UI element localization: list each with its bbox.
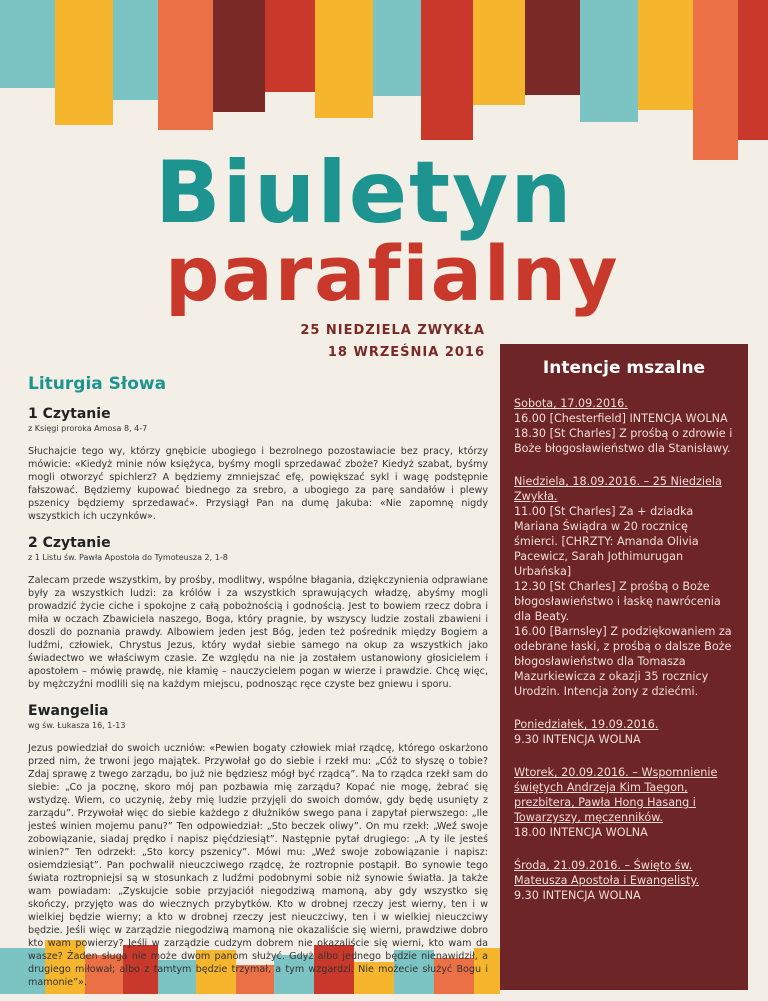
- reading-ref: z 1 Listu św. Pawła Apostoła do Tymoteusza 2, 1-8: [28, 553, 228, 562]
- intention-date: Wtorek, 20.09.2016. – Wspomnienie świętych Andrzeja Kim Taegon, prezbitera, Pawła Hong Hasang i Towarzyszy, męczenników.: [514, 766, 718, 824]
- intention-entry: [514, 765, 734, 840]
- intention-text: 18.00 INTENCJA WOLNA: [514, 826, 648, 839]
- intention-entry: [514, 717, 734, 747]
- title-line-1: Biuletyn: [155, 143, 574, 243]
- bulletin-date: 18 WRZEŚNIA 2016: [327, 345, 485, 360]
- sunday-name: 25 NIEDZIELA ZWYKŁA: [300, 323, 485, 338]
- intention-entry: [514, 858, 734, 903]
- reading-1: [28, 406, 488, 523]
- title-line-2: parafialny: [165, 229, 620, 318]
- liturgy-heading: Liturgia Słowa: [28, 374, 167, 394]
- intention-date: Środa, 21.09.2016. – Święto św. Mateusza Apostoła i Ewangelisty.: [514, 859, 700, 887]
- intention-text: 11.00 [St Charles] Za + dziadka Mariana Świądra w 20 rocznicę śmierci. [CHRZTY: Amanda Olivia Pacewicz, Sarah Jothimurugan Urbańska] 12.30 [St Charles] Z prośbą o Boże błogosławieństwo i łaskę nawrócenia dla Beaty. 16.00 [Barnsley] Z podziękowaniem za odebrane łaski, z prośbą o dalsze Boże błogosławieństwo dla Tomasza Mazurkiewicza z okazji 35 rocznicy Urodzin. Intencja żony z dziećmi.: [514, 505, 732, 698]
- reading-text: Zalecam przede wszystkim, by prośby, modlitwy, wspólne błagania, dziękczynienia odprawiane były za wszystkich ludzi: za królów i za wszystkich sprawujących władzę, abyśmy mogli prowadzić życie ciche i spokojne z całą pobożnością i godnością. Jest to bowiem rzecz dobra i miła w oczach Zbawiciela naszego, Boga, który pragnie, by wszyscy ludzie zostali zbawieni i doszli do poznania prawdy. Albowiem jeden jest Bóg, jeden też pośrednik między Bogiem a ludźmi, człowiek, Chrystus Jezus, który wydał siebie samego na okup za wszystkich jako świadectwo we właściwym czasie. Ze względu na nie ja zostałem ustanowiony głosicielem i apostołem – mówię prawdę, nie kłamię – nauczycielem pogan w wierze i prawdzie. Chcę więc, by mężczyźni modlili się na każdym miejscu, podnosząc ręce czyste bez gniewu i sporu.: [28, 575, 488, 690]
- intention-text: 9.30 INTENCJA WOLNA: [514, 889, 641, 902]
- mass-intentions-panel: [500, 344, 748, 990]
- reading-text: Jezus powiedział do swoich uczniów: «Pewien bogaty człowiek miał rządcę, którego oskarżono przed nim, że trwoni jego majątek. Przywołał go do siebie i rzekł mu: „Cóż to słyszę o tobie? Zdaj sprawę z twego zarządu, bo już nie będziesz mógł być rządcą”. Na to rządca rzekł sam do siebie: „Co ja pocznę, skoro mój pan pozbawia mię zarządu? Kopać nie mogę, żebrać się wstydzę. Wiem, co uczynię, żeby mię ludzie przyjęli do swoich domów, gdy będę usunięty z zarządu”. Przywołał więc do siebie każdego z dłużników swego pana i zapytał pierwszego: „Ile jesteś winien mojemu panu?” Ten odpowiedział: „Sto beczek oliwy”. On mu rzekł: „Weź swoje zobowiązanie, siadaj prędko i napisz pięćdziesiąt”. Następnie pytał drugiego: „A ty ile jesteś winien?” Ten odrzekł: „Sto korcy pszenicy”. Mówi mu: „Weź swoje zobowiązanie i napisz: osiemdziesiąt”. Pan pochwalił nieuczciwego rządcę, że roztropnie postąpił. Bo synowie tego świata roztropniejsi są w stosunkach z ludźmi podobnymi sobie niż synowie światła. Ja także wam powiadam: „Zyskujcie sobie przyjaciół niegodziwą mamoną, aby gdy wszystko się skończy, przyjęto was do wiecznych przybytków. Kto w drobnej rzeczy jest wierny, ten i w wielkiej będzie wierny; a kto w drobnej rzeczy jest nieuczciwy, ten i w wielkiej nieuczciwy będzie. Jeśli więc w zarządzie niegodziwą mamoną nie okazaliście się wierni, prawdziwe dobro kto wam powierzy? Jeśli w zarządzie cudzym dobrem nie okazaliście się wierni, kto wam da wasze? Żaden sługa nie może dwom panom służyć. Gdyż albo jednego będzie nienawidził, a drugiego miłował; albo z tamtym będzie trzymał, a tym wzgardzi. Nie możecie służyć Bogu i mamonie”».: [28, 743, 488, 988]
- reading-title: Ewangelia: [28, 703, 109, 719]
- reading-title: 2 Czytanie: [28, 535, 111, 551]
- intention-date: Poniedziałek, 19.09.2016.: [514, 718, 659, 731]
- intention-date: Sobota, 17.09.2016.: [514, 397, 628, 410]
- reading-ref: z Księgi proroka Amosa 8, 4-7: [28, 424, 148, 433]
- intention-date: Niedziela, 18.09.2016. – 25 Niedziela Zwykła.: [514, 475, 722, 503]
- reading-title: 1 Czytanie: [28, 406, 111, 422]
- reading-text: Słuchajcie tego wy, którzy gnębicie ubogiego i bezrolnego pozostawiacie bez pracy, którzy mówicie: «Kiedyż minie nów księżyca, byśmy mogli sprzedawać zboże? Kiedyż szabat, byśmy mogli otworzyć spichlerz? A będziemy zmniejszać efę, powiększać sykl i wagę podstępnie fałszować. Będziemy kupować biednego za srebro, a ubogiego za parę sandałów i plewy pszenicy będziemy sprzedawać». Przysiągł Pan na dumę Jakuba: «Nie zapomnę nigdy wszystkich ich uczynków».: [28, 446, 488, 522]
- intentions-heading: Intencje mszalne: [542, 358, 706, 378]
- intention-text: 16.00 [Chesterfield] INTENCJA WOLNA 18.30 [St Charles] Z prośbą o zdrowie i Boże błogosławieństwo dla Stanisławy.: [514, 412, 733, 455]
- intention-entry: [514, 396, 734, 456]
- reading-2: [28, 535, 488, 691]
- gospel: [28, 703, 488, 989]
- intention-text: 9.30 INTENCJA WOLNA: [514, 733, 641, 746]
- liturgy-section: [28, 374, 488, 1001]
- reading-ref: wg św. Łukasza 16, 1-13: [28, 721, 126, 730]
- intention-entry: [514, 474, 734, 699]
